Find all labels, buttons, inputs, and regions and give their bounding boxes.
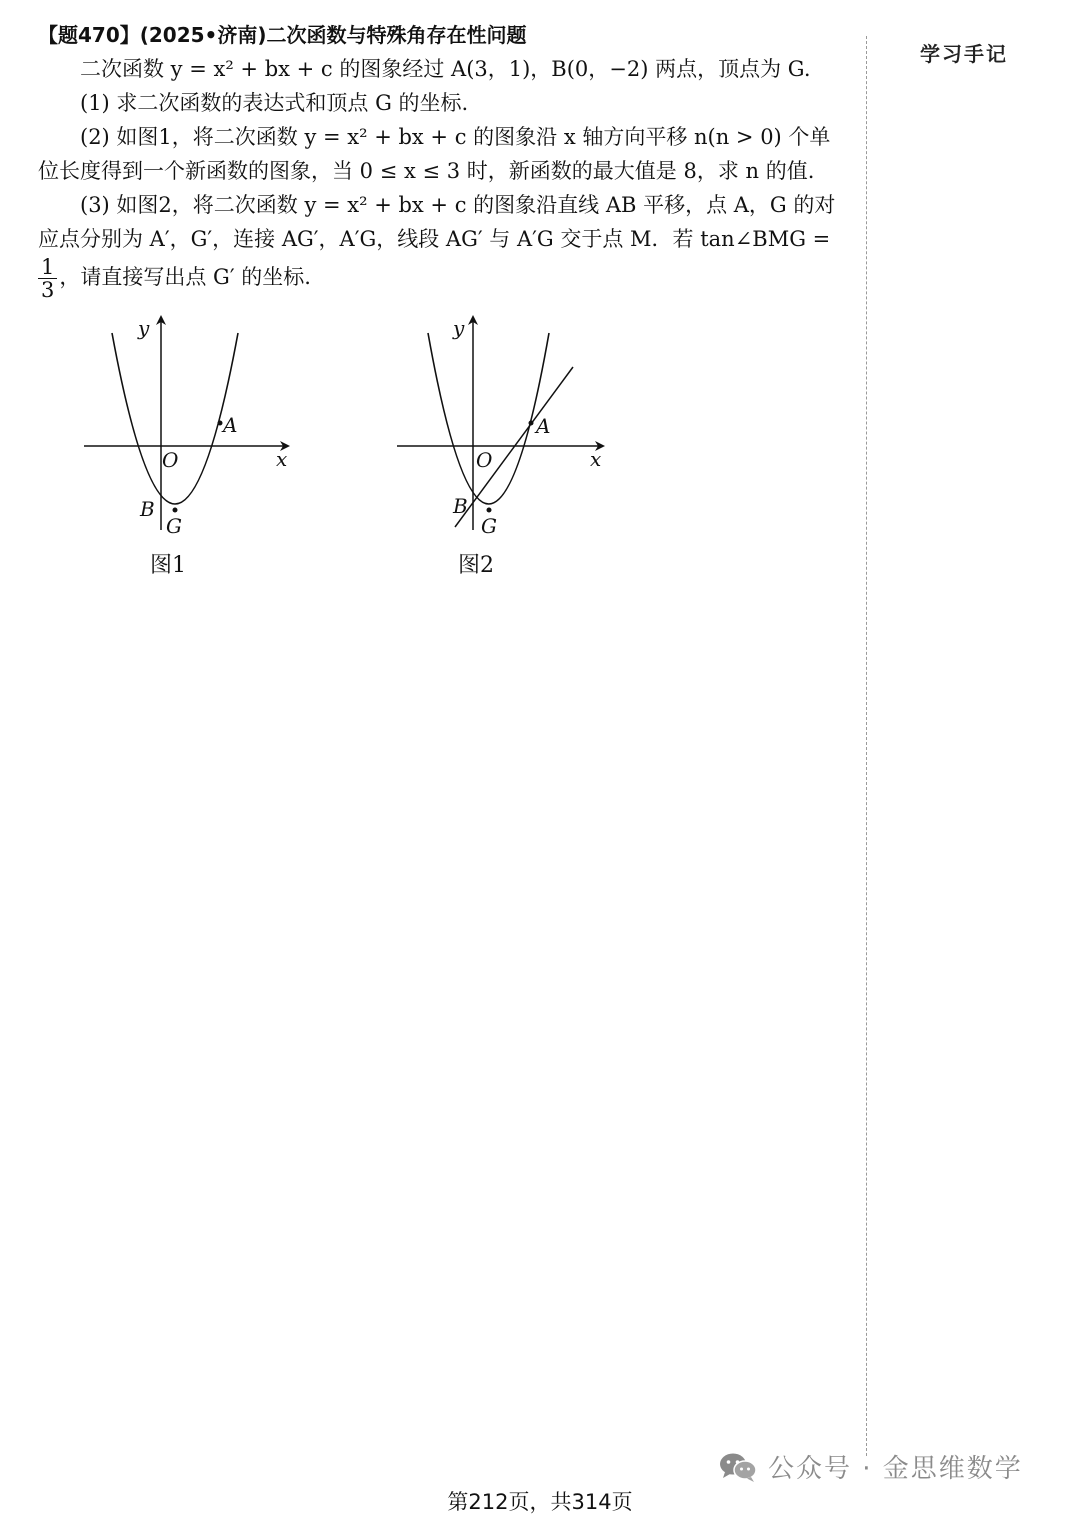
figure-2-caption: 图2 bbox=[458, 553, 494, 578]
point-a-label: A bbox=[223, 413, 238, 437]
fraction-numerator: 1 bbox=[38, 256, 57, 279]
notes-label: 学习手记 bbox=[920, 42, 1008, 66]
watermark bbox=[718, 1448, 1023, 1485]
point-a-dot bbox=[218, 421, 223, 426]
problem-source: (2025•济南) bbox=[139, 23, 267, 47]
x-axis-label: x bbox=[276, 447, 288, 471]
page-number: 第212页，共314页 bbox=[447, 1490, 633, 1514]
problem-tag: 【题470】 bbox=[38, 23, 140, 47]
point-a-dot bbox=[529, 421, 534, 426]
origin-label: O bbox=[476, 448, 493, 472]
point-g-dot bbox=[173, 508, 178, 513]
figure-1-caption: 图1 bbox=[150, 553, 186, 578]
figure-2 bbox=[385, 305, 625, 545]
problem-topic: 二次函数与特殊角存在性问题 bbox=[266, 23, 527, 47]
point-b-label: B bbox=[453, 494, 468, 518]
parabola-curve bbox=[112, 333, 238, 504]
point-b-label: B bbox=[140, 497, 155, 521]
origin-label: O bbox=[162, 448, 179, 472]
figure-2-graph bbox=[385, 305, 625, 545]
x-axis-label: x bbox=[590, 447, 602, 471]
wechat-icon bbox=[718, 1451, 758, 1483]
parabola-curve bbox=[428, 333, 549, 504]
point-g-label: G bbox=[481, 514, 497, 538]
figure-1-graph bbox=[70, 305, 310, 545]
point-a-label: A bbox=[536, 414, 551, 438]
fraction-one-third bbox=[38, 256, 57, 301]
point-g-label: G bbox=[166, 514, 182, 538]
notes-divider bbox=[866, 36, 867, 1456]
question-3: (3) 如图2，将二次函数 y = x² + bx + c 的图象沿直线 AB 平移，点 A，G 的对应点分别为 A′，G′，连接 AG′，A′G，线段 AG′ 与 A′G 交于点 M．若 tan∠BMG = bbox=[38, 193, 836, 251]
y-axis-label: y bbox=[453, 316, 465, 340]
question-3-end-line bbox=[38, 256, 846, 301]
question-2: (2) 如图1，将二次函数 y = x² + bx + c 的图象沿 x 轴方向平移 n(n > 0) 个单位长度得到一个新函数的图象，当 0 ≤ x ≤ 3 时，新函数的最大值是 8，求 n 的值. bbox=[38, 125, 831, 183]
y-axis-label: y bbox=[138, 316, 150, 340]
question-1: (1) 求二次函数的表达式和顶点 G 的坐标. bbox=[80, 91, 469, 115]
problem-heading bbox=[38, 18, 846, 52]
problem-intro: 二次函数 y = x² + bx + c 的图象经过 A(3，1)，B(0，−2) 两点，顶点为 G. bbox=[80, 57, 811, 81]
figure-1 bbox=[70, 305, 310, 545]
question-3-end: ，请直接写出点 G′ 的坐标. bbox=[59, 265, 311, 289]
watermark-text: 公众号 · 金思维数学 bbox=[768, 1454, 1023, 1484]
fraction-denominator: 3 bbox=[41, 278, 55, 302]
point-g-dot bbox=[487, 508, 492, 513]
problem-text bbox=[38, 18, 846, 301]
